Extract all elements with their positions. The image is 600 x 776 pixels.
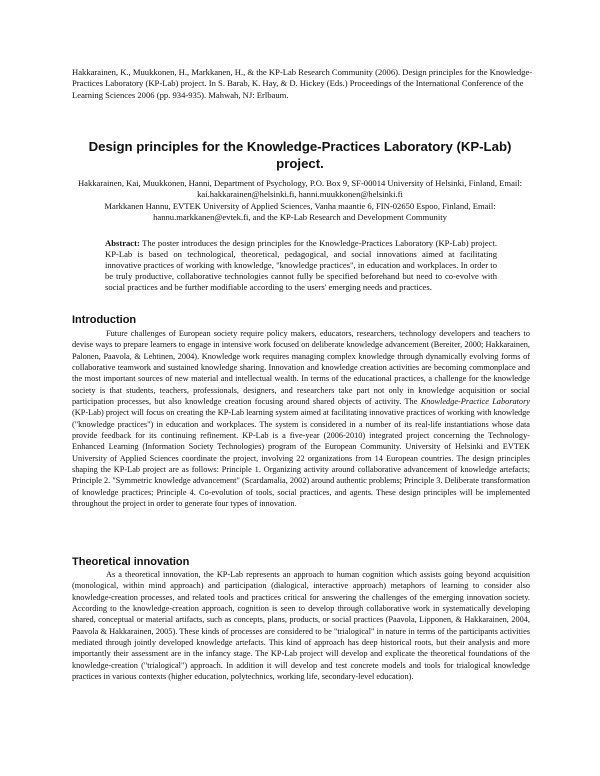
theoretical-innovation-paragraph: As a theoretical innovation, the KP-Lab represents an approach to human cognition which assists going beyond acquisition (monological, within mind approach) and participation (dialogical, interactive approach) metaphors of learning to consider also knowledge-creation processes, and related tools and practices critical for answering the challenges of the emerging innovation society. According to the knowledge-creation approach, cognition is seen to develop through collaborative work in systematically developing shared, conceptual or material artifacts, such as concepts, plans, products, or social practices (Paavola, Lipponen, & Hakkarainen, 2004, Paavola & Hakkarainen, 2005). These kinds of processes are considered to be "trialogical" in nature in terms of the participants activities mediated through jointly developed knowledge artefacts. This kind of approach has deep historical roots, but their analysis and more importantly their assessment are in the infancy stage. The KP-Lab project will develop and explicate the theoretical foundations of the knowledge-creation ("trialogical") approach. In addition it will develop and test concrete models and tools for trialogical knowledge practices in various contexts (higher education, polytechnics, working life, secondary-level education).	[72, 570, 530, 682]
section-heading-theoretical-innovation: Theoretical innovation	[72, 556, 190, 568]
introduction-text-part-1: Future challenges of European society require policy makers, educators, researchers, technology developers and teachers to devise ways to prepare learners to engage in intensive work focused on deliberate knowledge advancement (Bereiter, 2000; Hakkarainen, Palonen, Paavola, & Lehtinen, 2004). Knowledge work requires managing complex knowledge through dynamically evolving forms of collaborative teamwork and sustained knowledge sharing. Innovation and knowledge creation activities are becoming commonplace and the most important sources of new material and intellectual wealth. In terms of the educational practices, a challenge for the knowledge society is that students, teachers, professionals, designers, and researchers take part not only in knowledge acquisition or social participation processes, but also knowledge creation focusing around shared objects of activity. The	[72, 329, 530, 407]
author-line-2: Markkanen Hannu, EVTEK University of Applied Sciences, Vanha maantie 6, FIN-02650 Espoo, Finland, Email: hannu.markkanen@evtek.fi, and the KP-Lab Research and Development Community	[104, 200, 496, 223]
paper-title: Design principles for the Knowledge-Practices Laboratory (KP-Lab) project.	[88, 139, 512, 171]
introduction-italic-term: Knowledge-Practice Laboratory	[420, 397, 530, 407]
introduction-paragraph	[72, 328, 530, 510]
section-heading-introduction: Introduction	[72, 314, 137, 326]
author-line-1: Hakkarainen, Kai, Muukkonen, Hanni, Department of Psychology, P.O. Box 9, SF-00014 University of Helsinki, Finland, Email: kai.hakkarainen@helsinki.fi, hanni.muukkonen@helsinki.fi	[77, 178, 523, 200]
introduction-text-part-2: (KP-Lab) project will focus on creating the KP-Lab learning system aimed at facilitating innovative practices of working with knowledge ("knowledge practices") in education and workplaces. The system is considered in a number of its real-life instantiations whose data provide feedback for its continuing refinement. KP-Lab is a five-year (2006-2010) integrated project concerning the Technology-Enhanced Learning (Information Society Technologies) program of the European Community. University of Helsinki and EVTEK University of Applied Sciences coordinate the project, involving 22 organizations from 14 European countries. The design principles shaping the KP-Lab project are as follows: Principle 1. Organizing activity around collaborative advancement of knowledge artefacts; Principle 2. "Symmetric knowledge advancement" (Scardamalia, 2002) around authentic problems; Principle 3. Deliberate transformation of knowledge practices; Principle 4. Co-evolution of tools, social practices, and agents. These design principles will be implemented throughout the project in order to generate four types of innovation.	[72, 408, 530, 509]
citation-header: Hakkarainen, K., Muukkonen, H., Markkanen, H., & the KP-Lab Research Community (2006). Design principles for the Knowledge-Practices Laboratory (KP-Lab) project. In S. Barab, K. Hay, & D. Hickey (Eds.) Proceedings of the International Conference of the Learning Sciences 2006 (pp. 934-935). Mahwah, NJ: Erlbaum.	[72, 67, 533, 100]
abstract-text: The poster introduces the design principles for the Knowledge-Practices Laboratory (KP-Lab) project. KP-Lab is based on technological, theoretical, pedagogical, and social innovations aimed at facilitating innovative practices of working with knowledge, "knowledge practices", in education and workplaces. In order to be truly productive, collaborative technologies cannot fully be specified beforehand but need to co-evolve with social practices and be further modifiable according to the users' emerging needs and practices.	[105, 238, 497, 292]
abstract-label: Abstract:	[105, 238, 140, 248]
author-block	[72, 178, 528, 224]
abstract	[105, 238, 497, 293]
